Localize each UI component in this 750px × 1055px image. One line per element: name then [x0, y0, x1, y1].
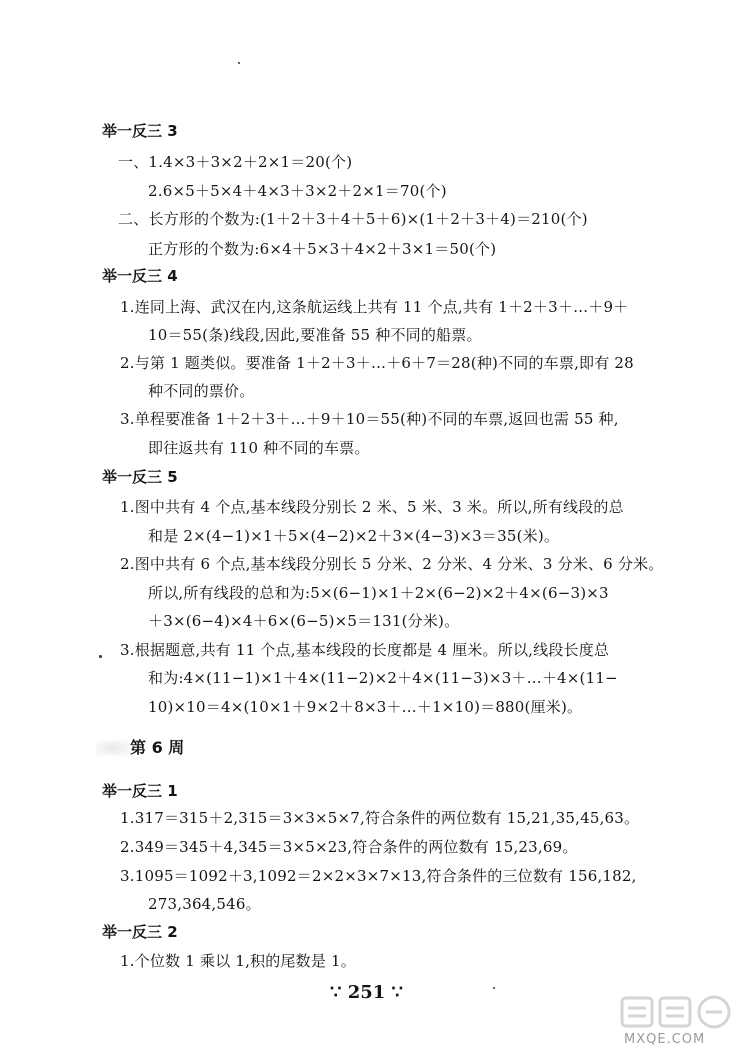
watermark-text: MXQE.COM	[624, 1032, 706, 1047]
print-smudge	[96, 740, 130, 756]
text-line: 1.连同上海、武汉在内,这条航运线上共有 11 个点,共有 1＋2＋3＋…＋9＋	[120, 298, 629, 316]
section-heading: 举一反三 4	[102, 267, 178, 285]
text-line: 10)×10＝4×(10×1＋9×2＋8×3＋…＋1×10)＝880(厘米)。	[148, 698, 583, 716]
text-line: ＋3×(6−4)×4＋6×(6−5)×5＝131(分米)。	[148, 612, 460, 630]
text-line: 一、1.4×3＋3×2＋2×1＝20(个)	[118, 153, 353, 171]
section-heading: 举一反三 1	[102, 782, 178, 800]
section-heading: 举一反三 5	[102, 468, 178, 486]
print-speck	[99, 655, 102, 658]
text-line: 2.图中共有 6 个点,基本线段分别长 5 分米、2 分米、4 分米、3 分米、6 分米。	[120, 555, 664, 573]
text-line: 3.单程要准备 1＋2＋3＋…＋9＋10＝55(种)不同的车票,返回也需 55 种,	[120, 410, 619, 428]
section-heading: 举一反三 2	[102, 923, 178, 941]
text-line: 二、长方形的个数为:(1＋2＋3＋4＋5＋6)×(1＋2＋3＋4)＝210(个)	[118, 210, 588, 228]
text-line: 2.与第 1 题类似。要准备 1＋2＋3＋…＋6＋7＝28(种)不同的车票,即有 28	[120, 354, 634, 372]
text-line: 1.图中共有 4 个点,基本线段分别长 2 米、5 米、3 米。所以,所有线段的总	[120, 498, 624, 516]
text-line: 所以,所有线段的总和为:5×(6−1)×1＋2×(6−2)×2＋4×(6−3)×3	[148, 584, 609, 602]
text-line: 3.1095＝1092＋3,1092＝2×2×3×7×13,符合条件的三位数有 156,182,	[120, 867, 637, 885]
text-line: 1.317＝315＋2,315＝3×3×5×7,符合条件的两位数有 15,21,35,45,63。	[120, 809, 640, 827]
text-line: 273,364,546。	[148, 895, 261, 913]
text-line: 和是 2×(4−1)×1＋5×(4−2)×2＋3×(4−3)×3＝35(米)。	[148, 527, 560, 545]
text-line: 10＝55(条)线段,因此,要准备 55 种不同的船票。	[148, 326, 482, 344]
page-number: ∵ 251 ∵	[330, 982, 404, 1003]
text-line: 3.根据题意,共有 11 个点,基本线段的长度都是 4 厘米。所以,线段长度总	[120, 641, 610, 659]
text-line: 和为:4×(11−1)×1＋4×(11−2)×2＋4×(11−3)×3＋…＋4×(11−	[148, 669, 618, 687]
print-speck	[238, 62, 240, 64]
section-heading: 举一反三 3	[102, 122, 178, 140]
print-speck	[493, 987, 495, 989]
text-line: 即往返共有 110 种不同的车票。	[148, 439, 370, 457]
text-line: 正方形的个数为:6×4＋5×3＋4×2＋3×1＝50(个)	[148, 240, 497, 258]
text-line: 2.349＝345＋4,345＝3×5×23,符合条件的两位数有 15,23,69。	[120, 838, 578, 856]
text-line: 2.6×5＋5×4＋4×3＋3×2＋2×1＝70(个)	[148, 182, 447, 200]
text-line: 种不同的票价。	[148, 382, 255, 400]
week-heading: 第 6 周	[130, 738, 185, 757]
text-line: 1.个位数 1 乘以 1,积的尾数是 1。	[120, 952, 356, 970]
